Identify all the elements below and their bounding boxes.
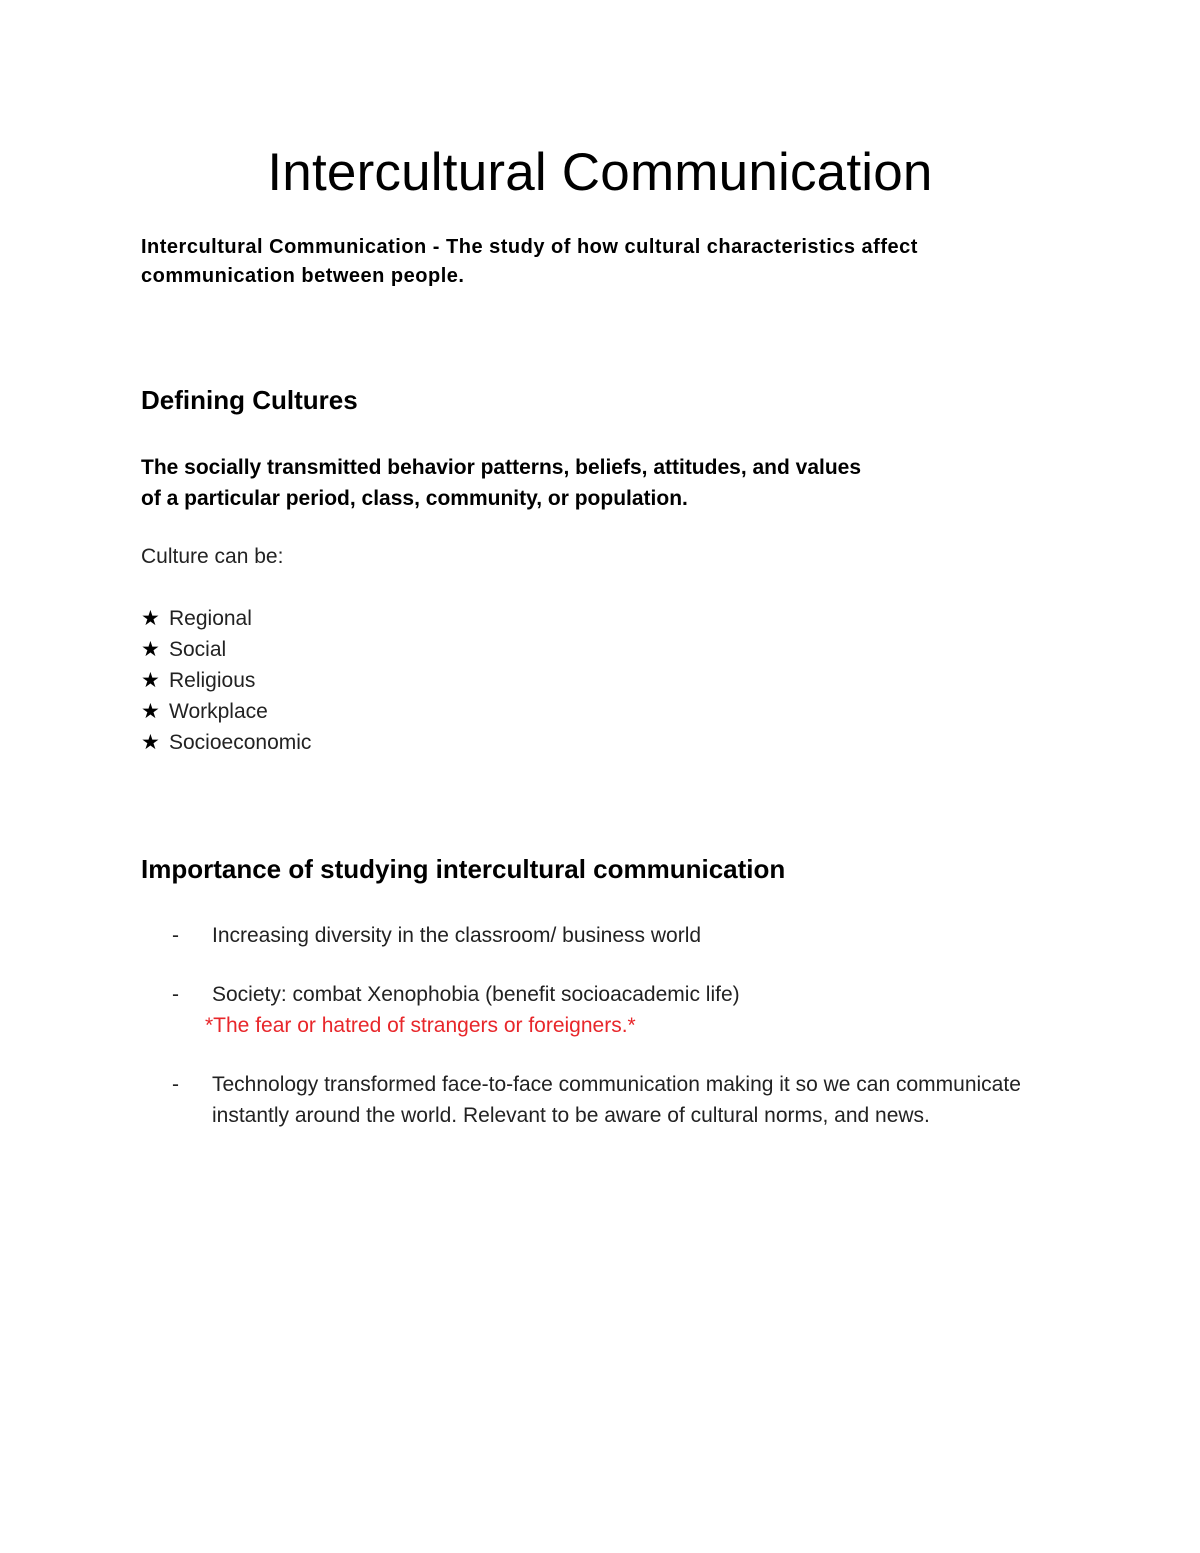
importance-list bbox=[172, 920, 1072, 1131]
list-item-label: Socioeconomic bbox=[169, 731, 312, 754]
definition-paragraph: Intercultural Communication - The study of how cultural characteristics affect communication between people. bbox=[141, 236, 918, 287]
list-item-text: Increasing diversity in the classroom/ business world bbox=[212, 924, 702, 947]
list-item bbox=[172, 920, 1072, 951]
section-heading-defining-cultures: Defining Cultures bbox=[141, 385, 358, 415]
list-item bbox=[141, 665, 311, 696]
list-item-label: Regional bbox=[169, 607, 252, 630]
document-title: Intercultural Communication bbox=[267, 143, 933, 202]
list-item-label: Social bbox=[169, 638, 227, 661]
list-item-text: Society: combat Xenophobia (benefit socioacademic life) bbox=[212, 983, 740, 1006]
star-icon: ★ bbox=[141, 669, 160, 692]
list-item bbox=[172, 979, 1072, 1041]
culture-intro: Culture can be: bbox=[141, 545, 284, 568]
list-item bbox=[141, 603, 311, 634]
star-icon: ★ bbox=[141, 731, 160, 754]
list-item bbox=[172, 1069, 1072, 1131]
list-item bbox=[141, 634, 311, 665]
star-icon: ★ bbox=[141, 638, 160, 661]
culture-definition-line: of a particular period, class, community, or population. bbox=[141, 487, 688, 510]
list-item bbox=[141, 727, 311, 758]
list-item-text: Technology transformed face-to-face communication making it so we can communicate instantly around the world. Relevant to be aware of cultural norms, and news. bbox=[212, 1073, 1021, 1127]
star-icon: ★ bbox=[141, 700, 160, 723]
list-item bbox=[141, 696, 311, 727]
xenophobia-definition-note: *The fear or hatred of strangers or foreigners.* bbox=[205, 1014, 636, 1037]
culture-definition bbox=[141, 452, 1001, 514]
section-heading-importance: Importance of studying intercultural communication bbox=[141, 854, 786, 884]
dash-bullet: - bbox=[172, 1073, 179, 1096]
dash-bullet: - bbox=[172, 924, 179, 947]
list-item-label: Workplace bbox=[169, 700, 268, 723]
culture-types-list bbox=[141, 603, 311, 758]
dash-bullet: - bbox=[172, 983, 179, 1006]
list-item-label: Religious bbox=[169, 669, 256, 692]
star-icon: ★ bbox=[141, 607, 160, 630]
culture-definition-line: The socially transmitted behavior patterns, beliefs, attitudes, and values bbox=[141, 456, 862, 479]
